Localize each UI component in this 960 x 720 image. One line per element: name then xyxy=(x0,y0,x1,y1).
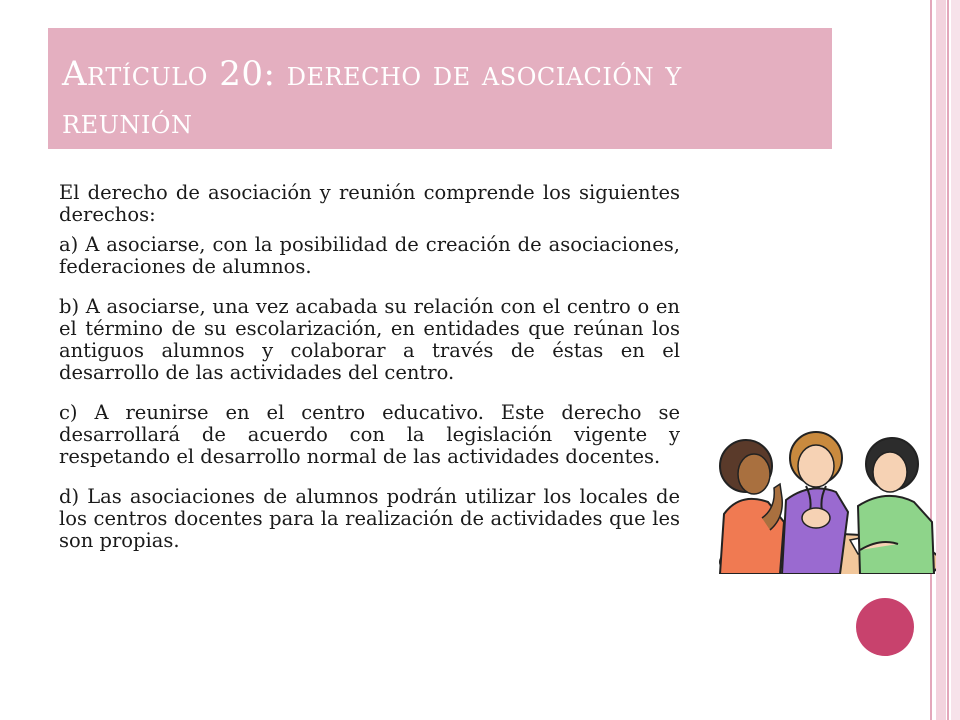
list-item: d) Las asociaciones de alumnos podrán utilizar los locales de los centros docentes para la realización de actividades que les son propias. xyxy=(59,485,680,552)
slide-title: Artículo 20: derecho de asociación y reunión xyxy=(62,54,682,142)
decorative-circle xyxy=(856,598,914,656)
side-stripe xyxy=(930,0,932,720)
list-item: b) A asociarse, una vez acabada su relación con el centro o en el término de su escolarización, en entidades que reúnan los antiguos alumnos y colaborar a través de éstas en el desarrollo de las actividades del centro. xyxy=(59,295,680,384)
side-stripe xyxy=(936,0,946,720)
slide-body xyxy=(59,182,680,552)
students-meeting-clipart xyxy=(710,422,936,574)
list-item: c) A reunirse en el centro educativo. Este derecho se desarrollará de acuerdo con la legislación vigente y respetando el desarrollo normal de las actividades docentes. xyxy=(59,401,680,468)
intro-paragraph: El derecho de asociación y reunión comprende los siguientes derechos: xyxy=(59,181,680,226)
title-banner xyxy=(48,28,832,149)
side-stripe xyxy=(947,0,949,720)
side-stripe xyxy=(951,0,960,720)
list-item: a) A asociarse, con la posibilidad de creación de asociaciones, federaciones de alumnos. xyxy=(59,233,680,278)
